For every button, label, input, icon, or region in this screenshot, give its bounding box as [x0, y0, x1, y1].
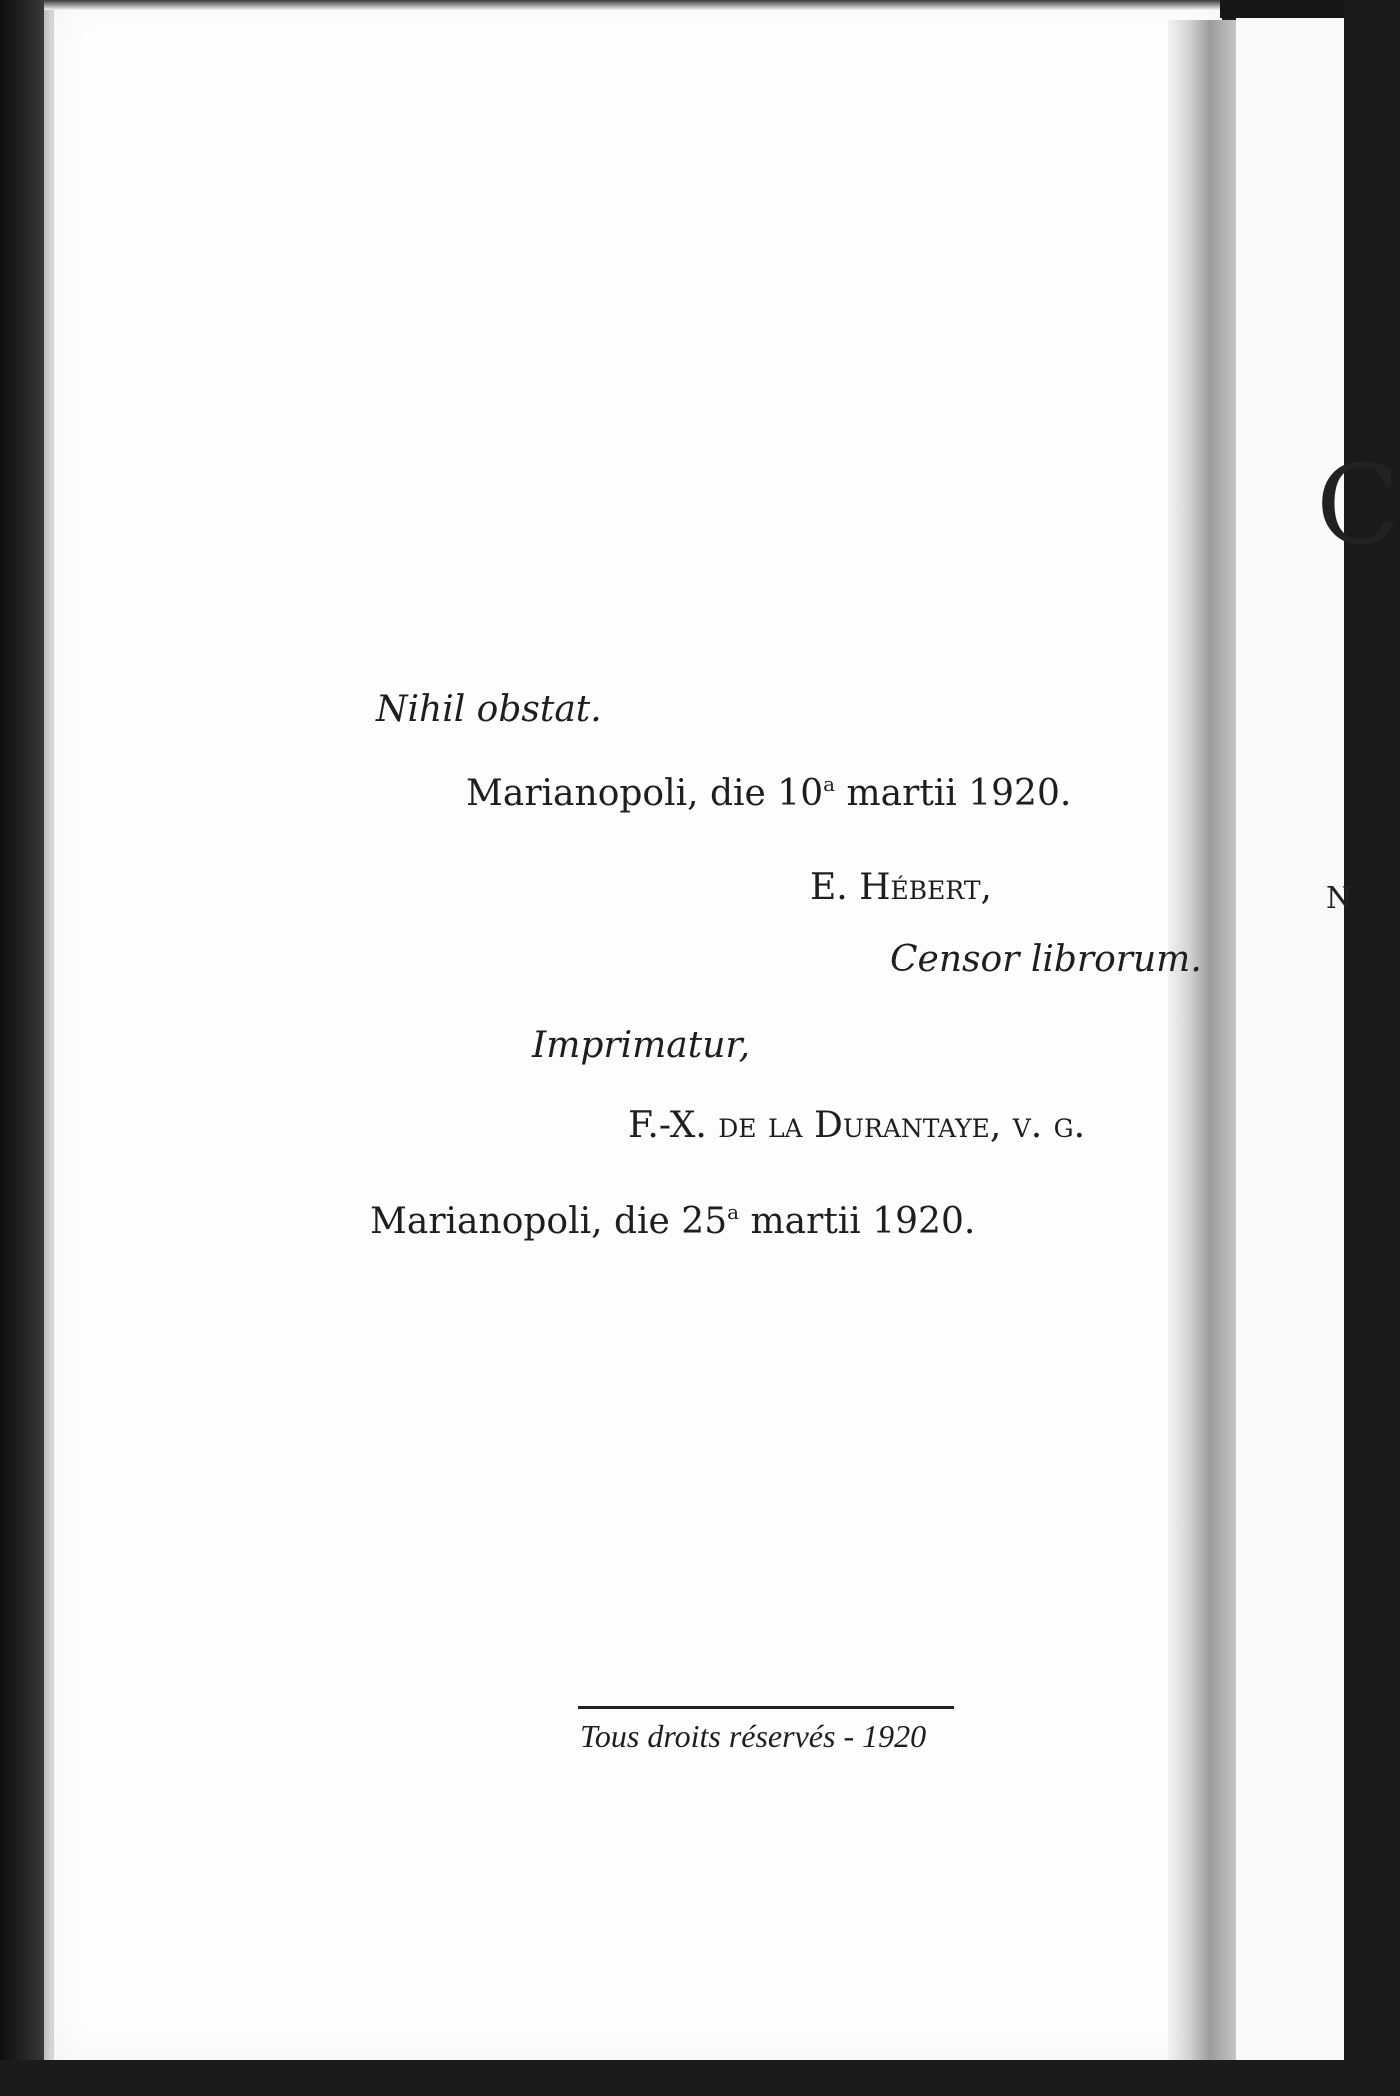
first-date-ordinal: a: [823, 772, 836, 796]
censor-name: E. Hébert,: [810, 867, 992, 908]
binding-strip: [0, 0, 44, 2096]
facing-page: [1236, 0, 1344, 2096]
nihil-obstat: Nihil obstat.: [376, 689, 602, 730]
vicar-general-signature: F.-X. de la Durantaye, v. g.: [628, 1105, 1086, 1146]
second-date-prefix: Marianopoli, die 25: [370, 1201, 728, 1242]
first-date-suffix: martii 1920.: [835, 773, 1072, 814]
rights-notice: Tous droits réservés - 1920: [580, 1718, 927, 1754]
bottom-edge: [0, 2060, 1344, 2096]
imprimatur: Imprimatur,: [532, 1025, 751, 1066]
second-date-suffix: martii 1920.: [739, 1201, 976, 1242]
gutter-shadow: [1168, 20, 1238, 2060]
second-date-line: [370, 1202, 975, 1240]
facing-page-top: [1220, 0, 1344, 18]
censor-title: Censor librorum.: [890, 939, 1202, 980]
top-edge: [44, 0, 1220, 10]
footer-rule: [578, 1706, 954, 1709]
second-date-ordinal: a: [727, 1200, 740, 1224]
first-date-line: [466, 774, 1071, 812]
facing-page-letter-n: N: [1326, 881, 1353, 916]
facing-page-letter-c: C: [1316, 441, 1400, 569]
first-date-prefix: Marianopoli, die 10: [466, 773, 824, 814]
